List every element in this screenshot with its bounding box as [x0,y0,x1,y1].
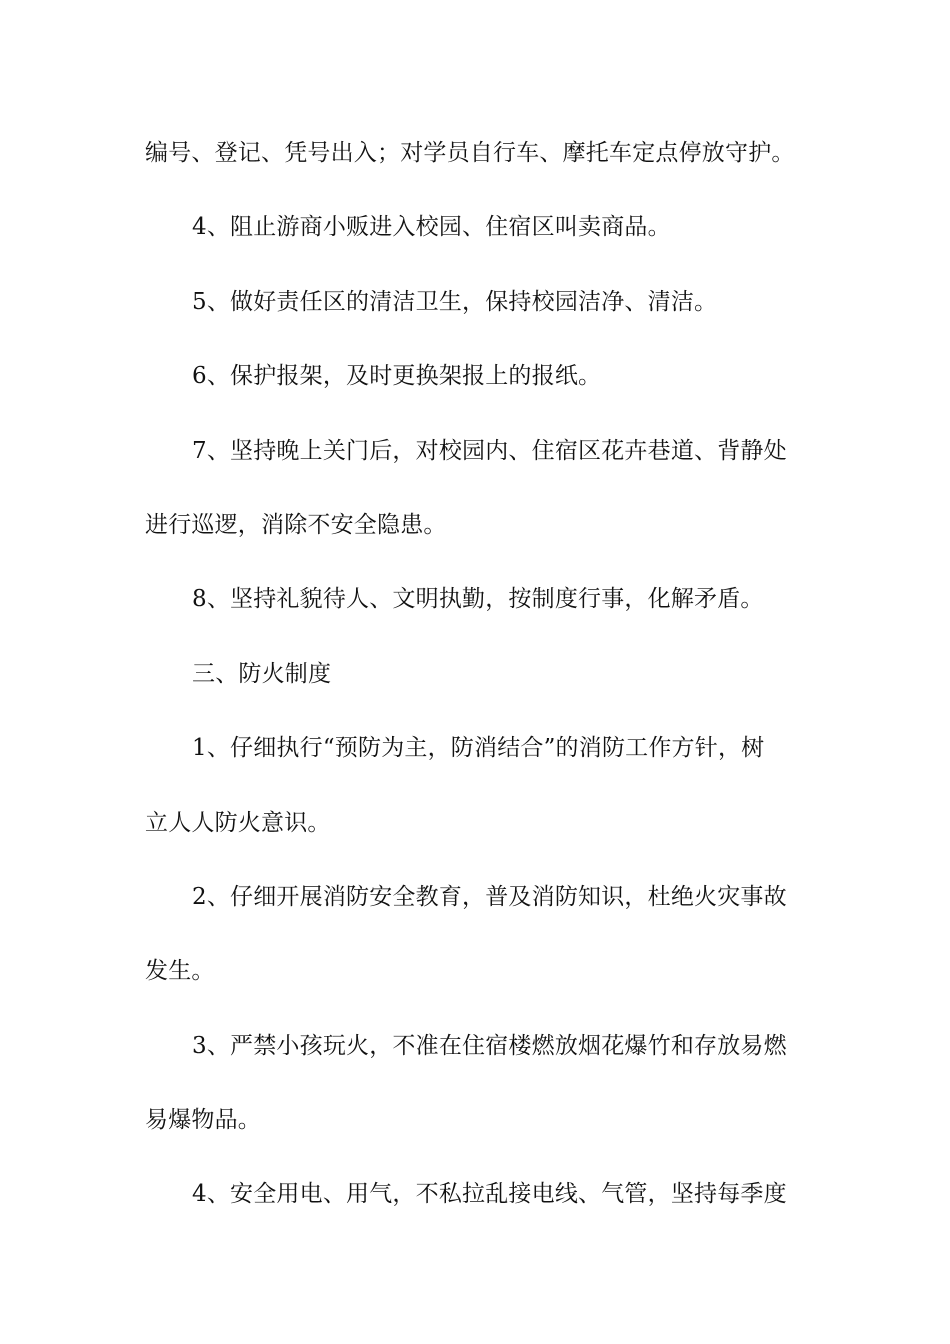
text-line: 编号、登记、凭号出入；对学员自行车、摩托车定点停放守护。 [145,140,795,166]
text-line: 进行巡逻，消除不安全隐患。 [145,511,447,538]
text-line: 8、坚持礼貌待人、文明执勤，按制度行事，化解矛盾。 [192,586,764,613]
text-line: 4、阻止游商小贩进入校园、住宿区叫卖商品。 [192,214,671,241]
text-line: 4、安全用电、用气，不私拉乱接电线、气管，坚持每季度 [192,1181,787,1208]
text-line: 易爆物品。 [145,1107,261,1134]
text-line: 2、仔细开展消防安全教育，普及消防知识，杜绝火灾事故 [192,883,787,910]
text-line: 6、保护报架，及时更换架报上的报纸。 [192,363,602,390]
text-line: 5、做好责任区的清洁卫生，保持校园洁净、清洁。 [192,288,718,315]
document-body [145,127,811,1243]
text-line: 1、仔细执行“预防为主，防消结合”的消防工作方针，树 [192,735,765,762]
section-heading: 三、防火制度 [192,660,332,687]
text-line: 发生。 [145,958,215,985]
text-line: 3、严禁小孩玩火，不准在住宿楼燃放烟花爆竹和存放易燃 [192,1032,787,1059]
text-line: 立人人防火意识。 [145,809,331,836]
text-line: 7、坚持晚上关门后，对校园内、住宿区花卉巷道、背静处 [192,437,787,464]
